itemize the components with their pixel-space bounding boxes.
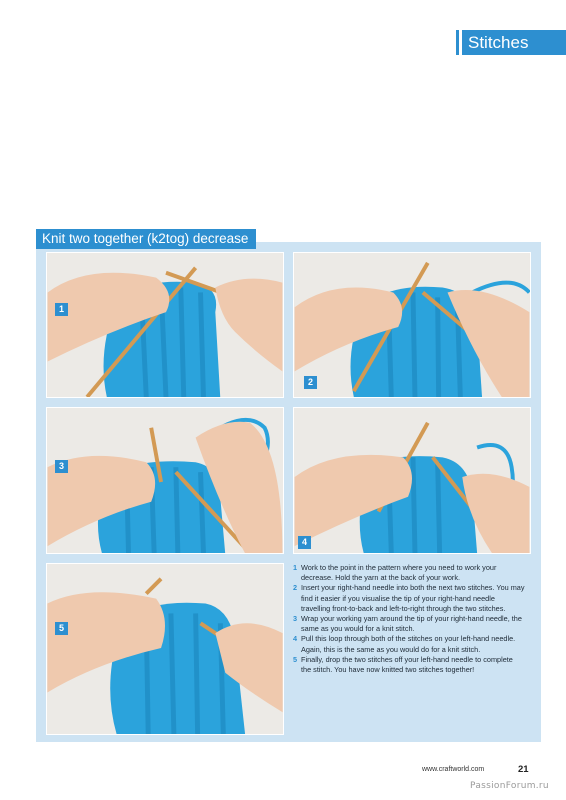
step-photo-2 xyxy=(293,252,531,398)
instruction-number: 5 xyxy=(293,654,298,664)
knitting-photo-1 xyxy=(47,253,283,397)
watermark: PassionForum.ru xyxy=(470,781,549,791)
instruction-step xyxy=(293,634,525,654)
step-photo-5 xyxy=(46,563,284,735)
instruction-number: 3 xyxy=(293,614,298,624)
section-tab xyxy=(462,30,566,55)
step-photo-3 xyxy=(46,407,284,554)
instruction-text: Wrap your working yarn around the tip of your right-hand needle, the same as you would for a knit stitch. xyxy=(301,614,522,634)
instruction-text: Pull this loop through both of the stitches on your left-hand needle. Again, this is the same as you would do for a knit stitch. xyxy=(301,634,516,654)
knitting-photo-2 xyxy=(294,253,530,397)
panel-title: Knit two together (k2tog) decrease xyxy=(36,229,256,249)
step-badge-3: 3 xyxy=(55,460,68,473)
step-badge-2: 2 xyxy=(304,376,317,389)
instruction-text: Finally, drop the two stitches off your left-hand needle to complete the stitch. You have now knitted two stitches together! xyxy=(301,654,513,675)
instruction-number: 1 xyxy=(293,563,298,572)
step-badge-1: 1 xyxy=(55,303,68,316)
step-photo-1 xyxy=(46,252,284,398)
instruction-number: 2 xyxy=(293,583,298,593)
footer-website: www.craftworld.com xyxy=(422,766,485,773)
instruction-step xyxy=(293,563,525,583)
step-photo-4 xyxy=(293,407,531,554)
knitting-photo-3 xyxy=(47,408,283,553)
instruction-text: Insert your right-hand needle into both the next two stitches. You may find it easier if you visualise the tip of your right-hand needle travelling front-to-back and left-to-right through the two stitches. xyxy=(301,583,525,613)
instruction-text: Work to the point in the pattern where you need to work your decrease. Hold the yarn at the back of your work. xyxy=(301,563,497,583)
instruction-step xyxy=(293,583,525,614)
instructions-list xyxy=(293,563,525,675)
knitting-photo-4 xyxy=(294,408,530,553)
instruction-step xyxy=(293,655,525,675)
step-badge-4: 4 xyxy=(298,536,311,549)
step-badge-5: 5 xyxy=(55,622,68,635)
instruction-step xyxy=(293,614,525,634)
instruction-number: 4 xyxy=(293,634,298,644)
knitting-photo-5 xyxy=(47,564,283,734)
section-title: Stitches xyxy=(468,33,529,52)
page-number: 21 xyxy=(518,764,529,775)
